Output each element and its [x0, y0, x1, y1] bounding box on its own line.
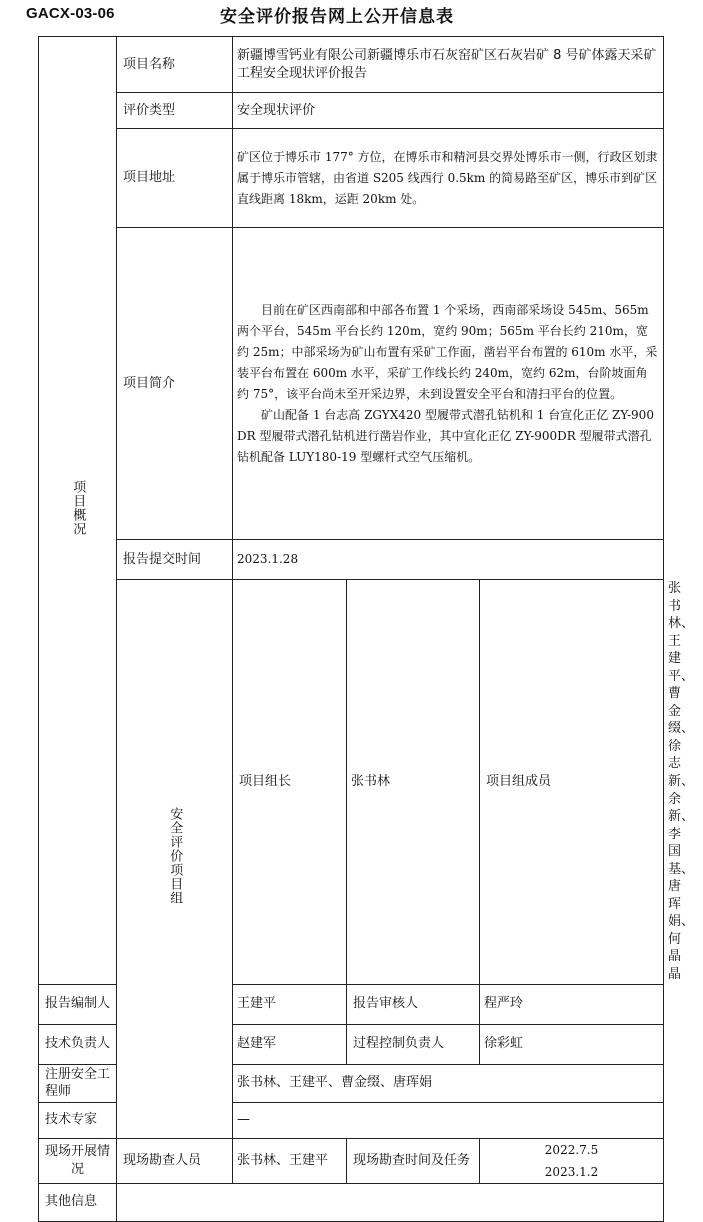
intro-paragraph-1: 目前在矿区西南部和中部各布置 1 个采场，西南部采场设 545m、565m 两个平台，545m 平台长约 120m，宽约 90m；565m 平台长约 210m，宽约 25m；中部采场为矿山布置有采矿工作面，凿岩平台布置的 610m 水平，采装平台布置在 600m 水平，采矿工作线长约 240m，宽约 62m，台阶坡面角约 75°，该平台尚未至开采边界，未到设置安全平台和清扫平台的位置。 [237, 302, 658, 401]
row-submit-time [39, 540, 664, 580]
engineer-value: 张书林、王建平、曹金缀、唐珲娟 [233, 1064, 664, 1102]
leader-value: 张书林 [347, 580, 480, 985]
submit-time-label: 报告提交时间 [117, 540, 233, 580]
site-section-label: 现场开展情况 [39, 1138, 117, 1183]
expert-label: 技术专家 [39, 1102, 117, 1138]
writer-label: 报告编制人 [39, 984, 117, 1024]
row-project-intro [39, 228, 664, 540]
project-intro-label: 项目简介 [117, 228, 233, 540]
project-name-value: 新疆博雪钙业有限公司新疆博乐市石灰窑矿区石灰岩矿 8 号矿体露天采矿工程安全现状评价报告 [233, 37, 664, 93]
submit-time-value: 2023.1.28 [233, 540, 664, 580]
tech-lead-label: 技术负责人 [39, 1024, 117, 1064]
row-eval-type [39, 93, 664, 129]
other-value [117, 1183, 664, 1221]
site-time-label: 现场勘查时间及任务 [347, 1138, 480, 1183]
row-project-name [39, 37, 664, 93]
document-code: GACX-03-06 [26, 5, 115, 22]
info-table [38, 36, 695, 1222]
expert-value: — [233, 1102, 664, 1138]
site-staff-label: 现场勘查人员 [117, 1138, 233, 1183]
section-overview [39, 37, 117, 985]
project-address-label: 项目地址 [117, 129, 233, 228]
site-date-1: 2022.7.5 [544, 1142, 599, 1157]
reviewer-label: 报告审核人 [347, 984, 480, 1024]
process-lead-value: 徐彩虹 [480, 1024, 664, 1064]
section-overview-label: 项目概况 [70, 479, 86, 536]
process-lead-label: 过程控制负责人 [347, 1024, 480, 1064]
members-label: 项目组成员 [480, 580, 664, 985]
site-time-value [480, 1138, 664, 1183]
eval-type-label: 评价类型 [117, 93, 233, 129]
intro-paragraph-2: 矿山配备 1 台志高 ZGYX420 型履带式潜孔钻机和 1 台宣化正亿 ZY-900DR 型履带式潜孔钻机进行凿岩作业，其中宣化正亿 ZY-900DR 型履带式潜孔钻机配备 LUY180-19 型螺杆式空气压缩机。 [237, 407, 654, 464]
other-label: 其他信息 [39, 1183, 117, 1221]
row-project-address [39, 129, 664, 228]
engineer-label: 注册安全工程师 [39, 1064, 117, 1102]
row-site [39, 1138, 664, 1183]
project-intro-value [233, 228, 664, 540]
leader-label: 项目组长 [233, 580, 347, 985]
section-team-label: 安全评价项目组 [167, 807, 183, 906]
tech-lead-value: 赵建军 [233, 1024, 347, 1064]
eval-type-value: 安全现状评价 [233, 93, 664, 129]
row-team-leader: 安全评价项目组 项目组长 张书林 项目组成员 张书林、王建平、曹金缀、徐志新、余新、李国基、唐珲娟、何晶晶 [39, 580, 664, 985]
row-other [39, 1183, 664, 1221]
project-address-value: 矿区位于博乐市 177° 方位，在博乐市和精河县交界处博乐市一侧，行政区划隶属于博乐市管辖，由省道 S205 线西行 0.5km 的简易路至矿区，博乐市到矿区直线距离 18km，运距 20km 处。 [233, 129, 664, 228]
reviewer-value: 程严玲 [480, 984, 664, 1024]
project-name-label: 项目名称 [117, 37, 233, 93]
section-team [117, 580, 233, 1139]
writer-value: 王建平 [233, 984, 347, 1024]
site-staff-value: 张书林、王建平 [233, 1138, 347, 1183]
site-date-2: 2023.1.2 [544, 1164, 599, 1179]
page-title: 安全评价报告网上公开信息表 [220, 7, 454, 27]
